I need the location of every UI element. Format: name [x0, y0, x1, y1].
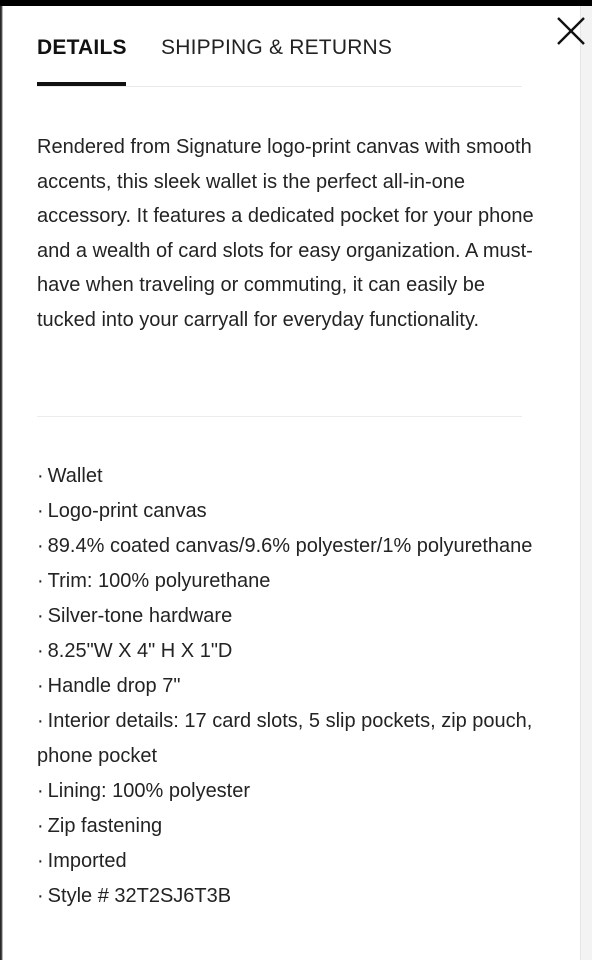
tab-details[interactable]: DETAILS	[37, 36, 127, 59]
scroll-gutter[interactable]	[580, 6, 592, 960]
feature-item: · Wallet	[37, 465, 103, 487]
close-icon[interactable]	[554, 14, 588, 48]
feature-item: · Trim: 100% polyurethane	[37, 570, 271, 592]
feature-item: · Handle drop 7"	[37, 675, 181, 697]
feature-item: · Logo-print canvas	[37, 500, 207, 522]
tab-divider	[37, 86, 522, 87]
feature-item: · Silver-tone hardware	[37, 605, 233, 627]
feature-item: · Interior details: 17 card slots, 5 slip pockets, zip pouch, phone pocket	[37, 710, 533, 767]
feature-item: · Imported	[37, 850, 127, 872]
tab-shipping-returns[interactable]: SHIPPING & RETURNS	[161, 36, 393, 59]
feature-item: · Style # 32T2SJ6T3B	[37, 885, 232, 907]
feature-item: · Zip fastening	[37, 815, 163, 837]
section-divider	[37, 416, 522, 417]
feature-item: · 89.4% coated canvas/9.6% polyester/1% polyurethane	[37, 535, 533, 557]
feature-list	[37, 459, 557, 914]
close-icon-glyph	[554, 14, 588, 48]
feature-item: · 8.25"W X 4" H X 1"D	[37, 640, 233, 662]
product-description: Rendered from Signature logo-print canvas with smooth accents, this sleek wallet is the perfect all-in-one accessory. It features a dedicated pocket for your phone and a wealth of card slots for easy organization. A must-have when traveling or commuting, it can easily be tucked into your carryall for everyday functionality.	[37, 136, 534, 331]
tab-bar	[37, 36, 557, 86]
feature-item: · Lining: 100% polyester	[37, 780, 251, 802]
